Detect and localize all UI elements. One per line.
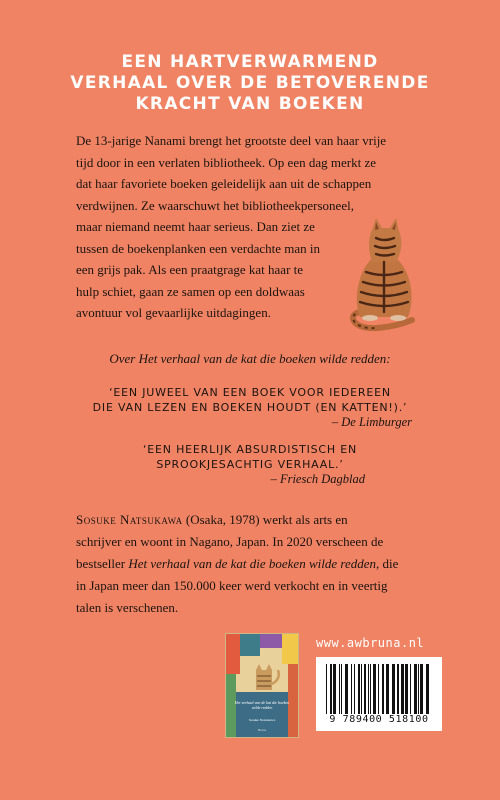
quote-line: ‘EEN JUWEEL VAN EEN BOEK VOOR IEDEREEN — [109, 386, 391, 399]
barcode-bar — [361, 664, 362, 714]
author-name: Sosuke Natsukawa — [76, 512, 183, 527]
publisher-url: www.awbruna.nl — [316, 636, 425, 650]
author-bio-line: schrijver en woont in Nagano, Japan. In 2020 verscheen de — [76, 534, 384, 549]
author-bio-line: talen is verschenen. — [76, 600, 179, 615]
review-intro-prefix: Over — [109, 351, 139, 366]
book-cover-publisher: Bruna — [257, 728, 266, 732]
blurb-line: De 13-jarige Nanami brengt het grootste deel van haar vrije — [76, 133, 387, 148]
barcode-bar — [354, 664, 355, 714]
barcode-bar — [420, 664, 423, 714]
isbn-number: 9 789400 518100 — [329, 714, 429, 725]
book-cover-thumbnail — [225, 633, 299, 738]
blurb-line: avontuur vol gevaarlijke uitdagingen. — [76, 305, 271, 320]
barcode-bar — [339, 664, 340, 714]
book-cover-author: Sosuke Natsukawa — [248, 718, 276, 722]
author-bio-line: bestseller — [76, 556, 129, 571]
barcode-bar — [370, 664, 371, 714]
barcode-bar — [358, 664, 360, 714]
barcode-bars — [324, 664, 434, 714]
book-cover-title: Het verhaal van de kat die boeken wilde redden — [234, 700, 290, 710]
quote-line: ‘EEN HEERLIJK ABSURDISTISCH EN — [142, 443, 358, 456]
barcode-bar — [397, 664, 399, 714]
barcode-bar — [341, 664, 342, 714]
review-intro — [0, 351, 500, 367]
headline — [0, 52, 500, 115]
review-intro-title: Het verhaal van de kat die boeken wilde redden — [138, 351, 387, 366]
barcode-bar — [426, 664, 429, 714]
barcode-bar — [351, 664, 352, 714]
barcode-bar — [373, 664, 376, 714]
blurb-line: dat haar favoriete boeken geleidelijk aan uit de schappen — [76, 176, 372, 191]
barcode-bar — [418, 664, 419, 714]
barcode-bar — [386, 664, 389, 714]
barcode-bar — [405, 664, 408, 714]
quote-line: DIE VAN LEZEN EN BOEKEN HOUDT (EN KATTEN!).’ — [92, 401, 408, 414]
barcode — [316, 657, 442, 731]
barcode-bar — [333, 664, 336, 714]
cat-illustration — [332, 212, 432, 332]
review-quote-1 — [0, 385, 500, 430]
book-title-italic: Het verhaal van de kat die boeken wilde redden — [128, 556, 376, 571]
blurb-line: hulp schiet, gaan ze samen op een doldwaas — [76, 283, 305, 299]
headline-line-3: KRACHT VAN BOEKEN — [135, 94, 365, 114]
barcode-bar — [414, 664, 417, 714]
author-bio-line: in Japan meer dan 150.000 keer werd verkocht en in veertig — [76, 578, 388, 593]
quote-source: – De Limburger — [331, 415, 412, 429]
review-quote-2 — [0, 442, 500, 487]
barcode-bar — [378, 664, 379, 714]
review-intro-suffix: : — [386, 351, 391, 366]
blurb-line: maar niemand neemt haar serieus. Dan ziet ze — [76, 219, 315, 234]
barcode-bar — [401, 664, 404, 714]
quote-line: SPROOKJESACHTIG VERHAAL.’ — [156, 458, 344, 471]
barcode-bar — [392, 664, 395, 714]
blurb-line: een grijs pak. Als een praatgrage kat haar te — [76, 262, 304, 277]
barcode-bar — [330, 664, 332, 714]
barcode-bar — [345, 664, 348, 714]
barcode-bar — [326, 664, 327, 714]
headline-line-2: VERHAAL OVER DE BETOVERENDE — [70, 73, 430, 93]
headline-line-1: EEN HARTVERWARMEND — [121, 52, 379, 72]
blurb-line: verdwijnen. Ze waarschuwt het bibliotheekpersoneel, — [76, 197, 354, 213]
barcode-bar — [368, 664, 369, 714]
author-bio-line: (Osaka, 1978) werkt als arts en — [182, 512, 348, 527]
quote-source: – Friesch Dagblad — [270, 472, 365, 486]
barcode-bar — [410, 664, 411, 714]
author-bio-line: , die — [376, 556, 399, 571]
blurb-line: tijd door in een verlaten bibliotheek. Op een dag merkt ze — [76, 154, 376, 170]
barcode-bar — [364, 664, 366, 714]
blurb-line: tussen de boekenplanken een verdachte man in — [76, 240, 321, 256]
barcode-bar — [382, 664, 384, 714]
author-bio — [76, 509, 436, 619]
